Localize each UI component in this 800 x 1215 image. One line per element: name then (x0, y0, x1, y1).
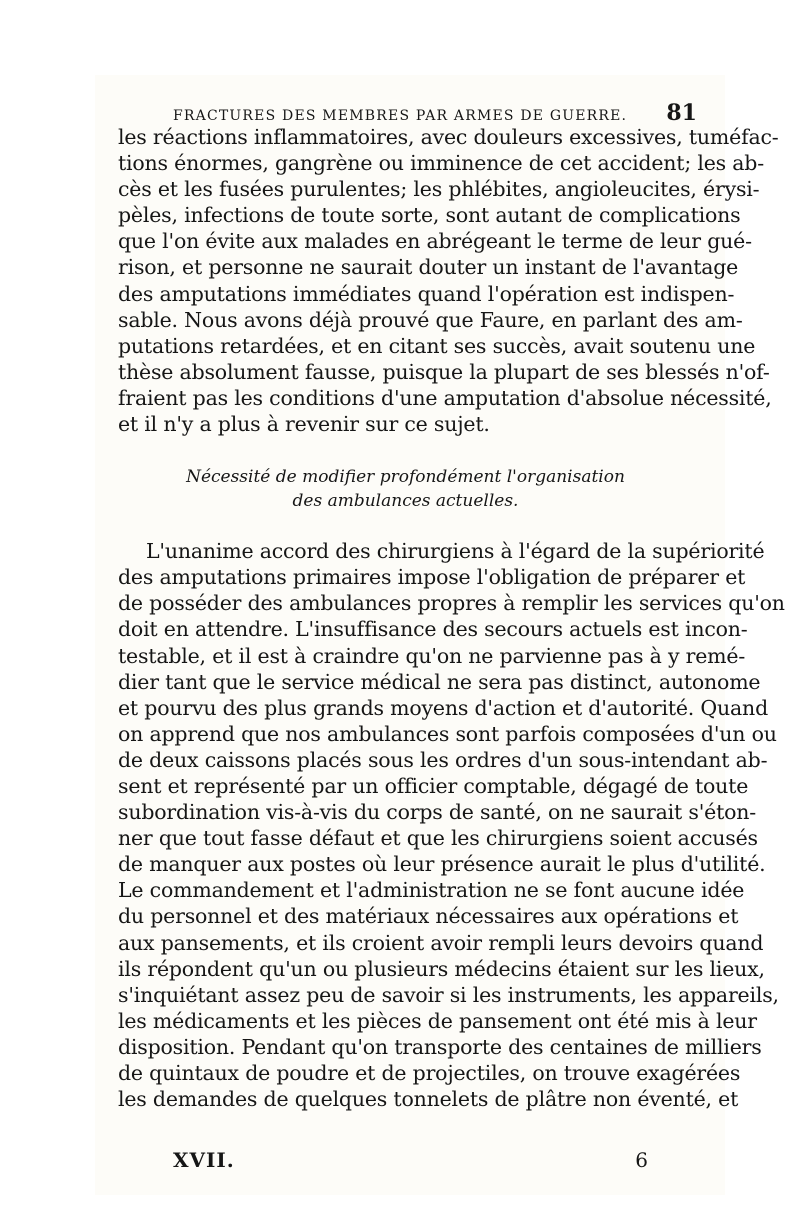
text-line: de posséder des ambulances propres à remplir les services qu'on (118, 591, 785, 616)
text-line: des amputations primaires impose l'obligation de préparer et (118, 565, 746, 590)
page-number: 81 (666, 100, 697, 126)
page-footer (173, 1148, 648, 1172)
text-line: et il n'y a plus à revenir sur ce sujet. (118, 412, 490, 437)
text-line: thèse absolument fausse, puisque la plupart de ses blessés n'of- (118, 359, 770, 384)
text-line: tions énormes, gangrène ou imminence de cet accident; les ab- (118, 151, 764, 176)
text-line: du personnel et des matériaux nécessaires aux opérations et (118, 904, 739, 929)
section-heading-line-1: Nécessité de modifier profondément l'organisation (186, 467, 625, 488)
text-line: dier tant que le service médical ne sera pas distinct, autonome (118, 669, 761, 694)
text-line: doit en attendre. L'insuffisance des secours actuels est incon- (118, 617, 748, 642)
text-line: les médicaments et les pièces de pansement ont été mis à leur (118, 1008, 757, 1033)
text-line: les réactions inflammatoires, avec douleurs excessives, tuméfac- (118, 125, 779, 149)
signature-mark: XVII. (173, 1148, 235, 1172)
text-line: subordination vis-à-vis du corps de santé, on ne saurait s'éton- (118, 800, 756, 825)
text-line: cès et les fusées purulentes; les phlébites, angioleucites, érysi- (118, 177, 760, 202)
body-text (118, 124, 785, 1112)
paragraph-1 (118, 124, 779, 437)
text-line: que l'on évite aux malades en abrégeant le terme de leur gué- (118, 229, 752, 254)
text-line: de deux caissons placés sous les ordres d'un sous-intendant ab- (118, 747, 768, 772)
text-line: aux pansements, et ils croient avoir rempli leurs devoirs quand (118, 930, 764, 955)
text-line: et pourvu des plus grands moyens d'action et d'autorité. Quand (118, 695, 768, 720)
running-head (173, 100, 697, 126)
sheet-number: 6 (635, 1148, 648, 1172)
text-line: les demandes de quelques tonnelets de plâtre non éventé, et (118, 1087, 739, 1112)
running-title: FRACTURES DES MEMBRES PAR ARMES DE GUERRE. (173, 108, 628, 124)
text-line: ner que tout fasse défaut et que les chirurgiens soient accusés (118, 826, 758, 851)
text-line: de manquer aux postes où leur présence aurait le plus d'utilité. (118, 852, 766, 877)
text-line: testable, et il est à craindre qu'on ne parvienne pas à y remé- (118, 643, 746, 668)
text-line: pèles, infections de toute sorte, sont autant de complications (118, 203, 741, 228)
text-line: ils répondent qu'un ou plusieurs médecins étaient sur les lieux, (118, 956, 765, 981)
text-line: des amputations immédiates quand l'opération est indispen- (118, 281, 735, 306)
text-line: sent et représenté par un officier comptable, dégagé de toute (118, 773, 749, 798)
text-line: on apprend que nos ambulances sont parfois composées d'un ou (118, 721, 777, 746)
text-line: sable. Nous avons déjà prouvé que Faure, en parlant des am- (118, 307, 743, 332)
paragraph-2 (118, 538, 785, 1112)
section-heading-line-2: des ambulances actuelles. (292, 491, 519, 512)
text-line: s'inquiétant assez peu de savoir si les instruments, les appareils, (118, 982, 779, 1007)
text-line: rison, et personne ne saurait douter un instant de l'avantage (118, 255, 739, 280)
text-line: Le commandement et l'administration ne se font aucune idée (118, 878, 745, 903)
text-line: L'unanime accord des chirurgiens à l'égard de la supériorité (146, 539, 765, 564)
text-line: fraient pas les conditions d'une amputation d'absolue nécessité, (118, 385, 772, 410)
text-line: disposition. Pendant qu'on transporte des centaines de milliers (118, 1034, 762, 1059)
text-line: de quintaux de poudre et de projectiles, on trouve exagérées (118, 1061, 741, 1085)
text-line: putations retardées, et en citant ses succès, avait soutenu une (118, 333, 756, 358)
